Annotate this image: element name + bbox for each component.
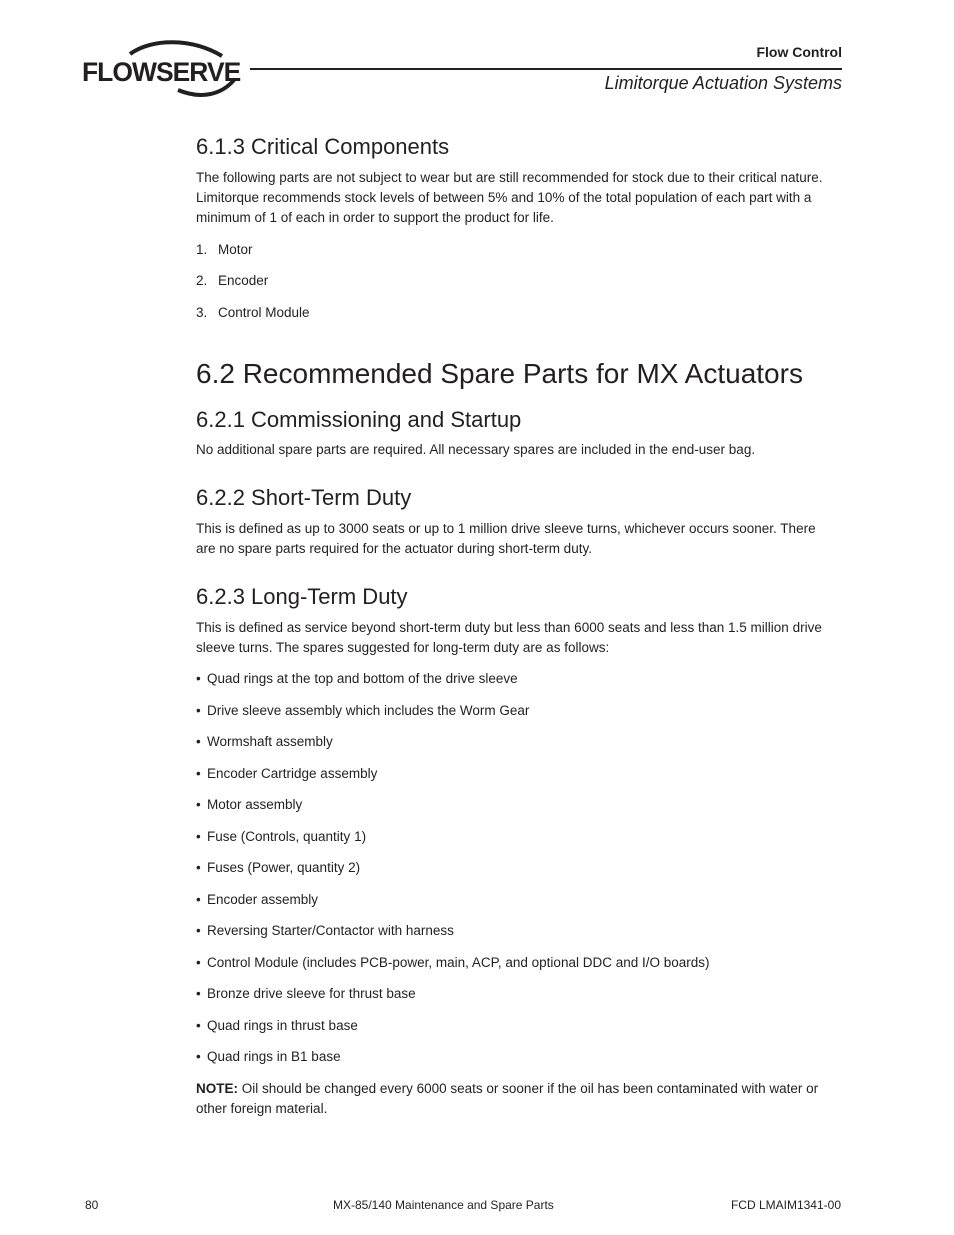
list-item [196,892,318,907]
list-item-text: Encoder assembly [207,892,319,907]
bullet-icon: • [196,829,201,844]
bullet-icon: • [196,797,201,812]
heading-recommended-spare-parts: 6.2 Recommended Spare Parts for MX Actuators [196,358,803,389]
bullet-icon: • [196,766,201,781]
bullet-icon: • [196,955,201,970]
list-item-text: Bronze drive sleeve for thrust base [207,986,416,1001]
list-item-text: Wormshaft assembly [207,734,333,749]
list-item-number: 3. [196,305,208,320]
list-item [196,860,360,875]
logo-wordmark: FLOWSERVE [82,57,241,87]
list-item [196,766,377,781]
list-item-text: Quad rings in B1 base [207,1049,341,1064]
bullet-icon: • [196,986,201,1001]
heading-commissioning-startup: 6.2.1 Commissioning and Startup [196,407,522,432]
list-item [196,923,454,938]
list-item [196,305,310,320]
list-item-number: 2. [196,273,208,288]
bullet-icon: • [196,892,201,907]
bullet-icon: • [196,1049,201,1064]
list-item [196,1018,358,1033]
list-item [196,671,518,686]
list-item [196,273,268,288]
bullet-icon: • [196,734,201,749]
list-item-text: Control Module [218,305,310,320]
footer-title: MX-85/140 Maintenance and Spare Parts [333,1198,554,1212]
list-item-text: Quad rings at the top and bottom of the drive sleeve [207,671,518,686]
list-item-text: Control Module (includes PCB-power, main, ACP, and optional DDC and I/O boards) [207,955,710,970]
list-item [196,955,710,970]
bullet-icon: • [196,860,201,875]
list-item-text: Drive sleeve assembly which includes the Worm Gear [207,703,530,718]
list-item [196,986,416,1001]
heading-critical-components: 6.1.3 Critical Components [196,134,450,159]
list-item-text: Encoder Cartridge assembly [207,766,378,781]
oil-change-note [196,1079,836,1119]
header-divider [250,68,842,70]
bullet-icon: • [196,671,201,686]
page-number: 80 [85,1198,99,1212]
heading-long-term-duty: 6.2.3 Long-Term Duty [196,584,408,609]
bullet-icon: • [196,1018,201,1033]
list-item-text: Encoder [218,273,269,288]
short-term-body: This is defined as up to 3000 seats or up to 1 million drive sleeve turns, whichever occurs sooner. There are no spare parts required for the actuator during short-term duty. [196,521,816,556]
commissioning-body: No additional spare parts are required. All necessary spares are included in the end-user bag. [196,442,756,457]
bullet-icon: • [196,923,201,938]
bullet-icon: • [196,703,201,718]
list-item [196,703,529,718]
list-item [196,1049,341,1064]
footer-doc-id: FCD LMAIM1341-00 [730,1198,841,1212]
list-item [196,242,253,257]
list-item-text: Fuse (Controls, quantity 1) [207,829,367,844]
long-term-body: This is defined as service beyond short-term duty but less than 6000 seats and less than 1.5 million drive sleeve turns. The spares suggested for long-term duty are as follows: [196,620,822,655]
division-label: Flow Control [756,44,842,60]
list-item [196,797,302,812]
list-item-number: 1. [196,242,208,257]
list-item-text: Motor [218,242,253,257]
list-item [196,734,333,749]
critical-components-intro: The following parts are not subject to wear but are still recommended for stock due to their critical nature. Limitorque recommends stock levels of between 5% and 10% of the total population of each part with a minimum of 1 of each in order to support the product for life. [196,170,823,225]
list-item-text: Fuses (Power, quantity 2) [207,860,361,875]
list-item-text: Reversing Starter/Contactor with harness [207,923,454,938]
list-item-text: Quad rings in thrust base [207,1018,358,1033]
header-subtitle: Limitorque Actuation Systems [604,73,842,93]
list-item-text: Motor assembly [207,797,303,812]
note-label: NOTE: [196,1081,238,1096]
flowserve-logo [82,40,242,100]
heading-short-term-duty: 6.2.2 Short-Term Duty [196,485,412,510]
note-text: Oil should be changed every 6000 seats or sooner if the oil has been contaminated with water or other foreign material. [196,1081,819,1116]
list-item [196,829,366,844]
